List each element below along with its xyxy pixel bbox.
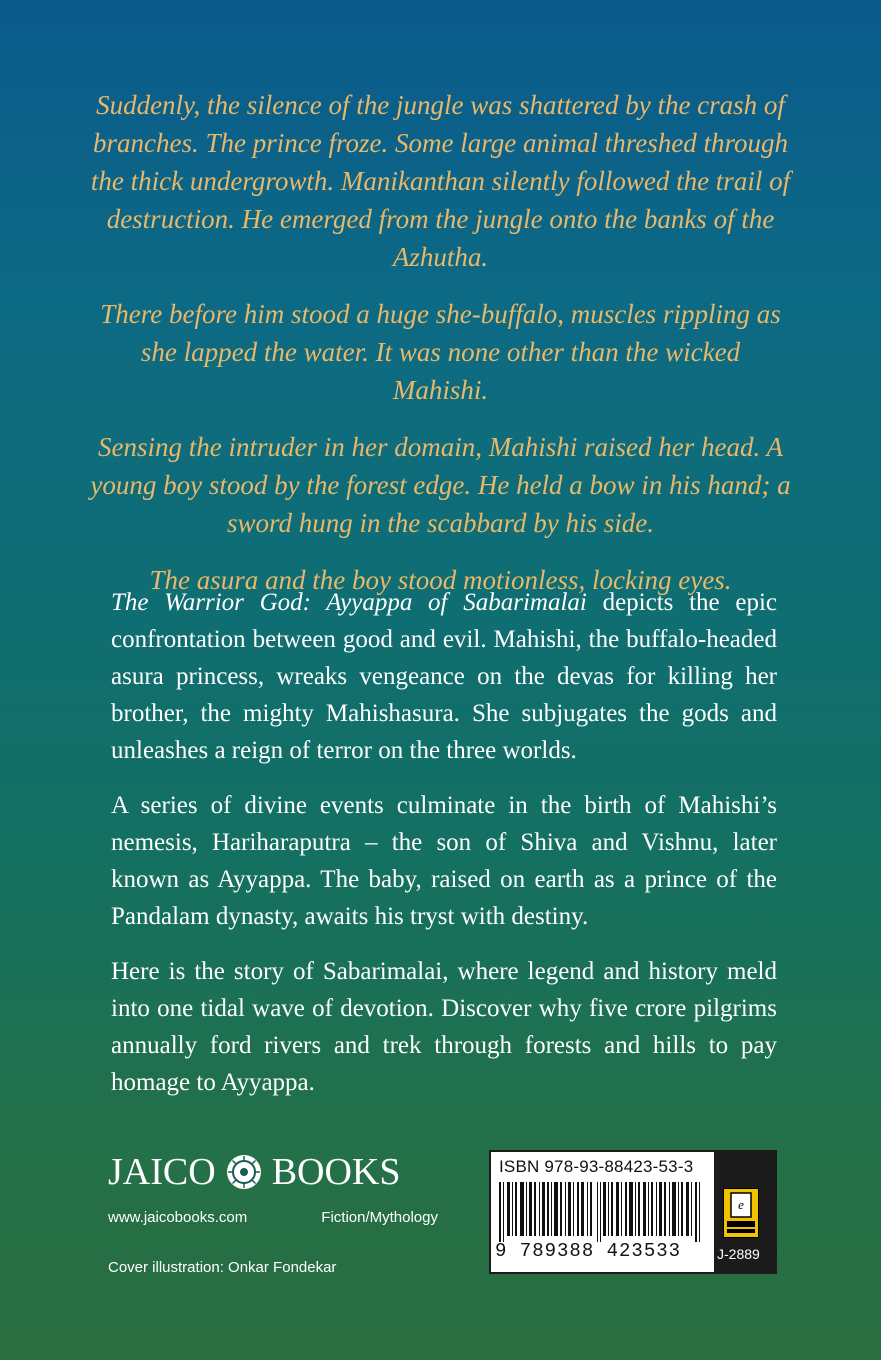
blurb-paragraph-1-text: depicts the epic confrontation between good and evil. Mahishi, the buffalo-headed asura princess, wreaks vengeance on the devas for killing her brother, the mighty Mahishasura. She subjugates the gods and unleashes a reign of terror on the three worlds.: [111, 589, 777, 764]
jaico-code: J-2889: [717, 1246, 760, 1262]
barcode-label: [491, 1152, 714, 1272]
blurb-paragraph-1: [111, 584, 777, 769]
barcode-panel: [489, 1150, 777, 1274]
book-title: The Warrior God: Ayyappa of Sabarimalai: [111, 589, 587, 616]
excerpt-paragraph-1: Suddenly, the silence of the jungle was shattered by the crash of branches. The prince froze. Some large animal threshed through the thick undergrowth. Manikanthan silently followed the trail of destruction. He emerged from the jungle onto the banks of the Azhutha.: [90, 90, 791, 272]
cover-credit: Cover illustration: Onkar Fondekar: [108, 1259, 337, 1276]
blurb-paragraph-2: A series of divine events culminate in the birth of Mahishi’s nemesis, Hariharaputra – the son of Shiva and Vishnu, later known as Ayyappa. The baby, raised on earth as a prince of the Pandalam dynasty, awaits his tryst with destiny.: [111, 792, 777, 930]
logo-word-right: BOOKS: [271, 1151, 401, 1193]
excerpt-paragraph-3: Sensing the intruder in her domain, Mahishi raised her head. A young boy stood by the forest edge. He held a bow in his hand; a sword hung in the scabbard by his side.: [90, 432, 791, 538]
logo-word-left: JAICO: [108, 1151, 216, 1193]
publisher-meta: [108, 1209, 438, 1226]
jaico-emblem-icon: [226, 1154, 262, 1190]
excerpt-paragraph-4: The asura and the boy stood motionless, locking eyes.: [149, 565, 732, 595]
excerpt-block: [90, 86, 791, 618]
excerpt-paragraph-2: There before him stood a huge she-buffalo, muscles rippling as she lapped the water. It was none other than the wicked Mahishi.: [100, 299, 781, 405]
blurb-paragraph-3: Here is the story of Sabarimalai, where legend and history meld into one tidal wave of devotion. Discover why five crore pilgrims annually ford rivers and trek through forests and hills to pay homage to Ayyappa.: [111, 958, 777, 1096]
publisher-website: www.jaicobooks.com: [108, 1209, 248, 1226]
publisher-block: [108, 1150, 438, 1226]
book-category: Fiction/Mythology: [321, 1209, 438, 1226]
barcode-bars: [499, 1182, 709, 1242]
publisher-logo: [108, 1150, 438, 1194]
isbn-text: ISBN 978-93-88423-53-3: [499, 1157, 694, 1176]
ebook-available-icon: [723, 1188, 759, 1238]
svg-text:e: e: [738, 1197, 744, 1212]
blurb-block: [111, 584, 777, 1119]
barcode-digits: 9 789388 423533: [495, 1240, 682, 1262]
